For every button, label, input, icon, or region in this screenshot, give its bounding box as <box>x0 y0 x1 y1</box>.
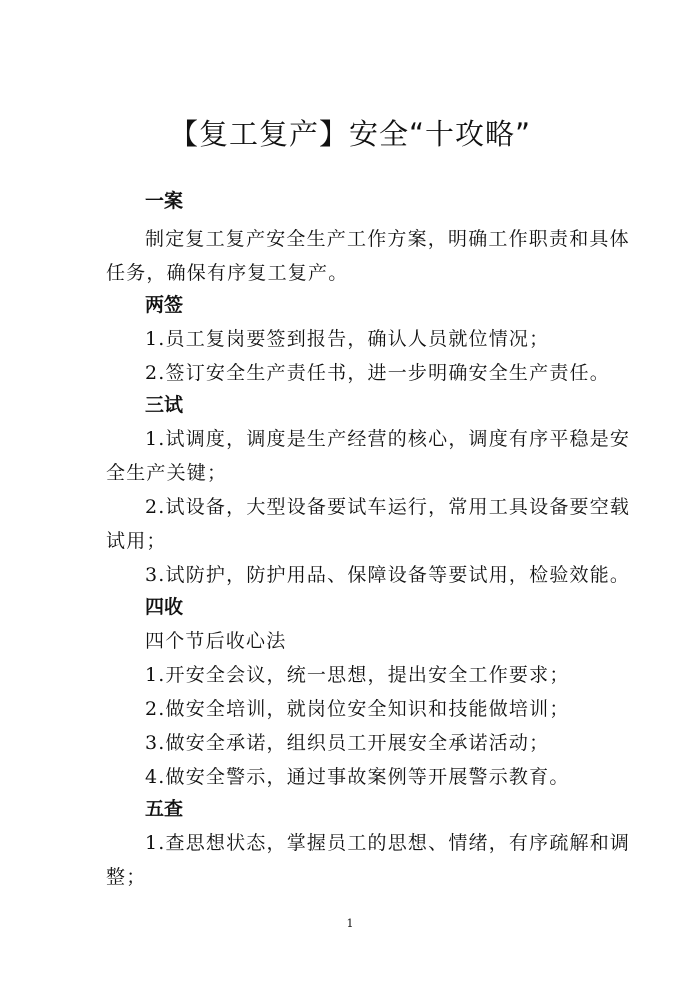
paragraph-line: 1.查思想状态，掌握员工的思想、情绪，有序疏解和调 <box>145 832 631 854</box>
paragraph-line: 3.试防护，防护用品、保障设备等要试用，检验效能。 <box>145 564 631 586</box>
paragraph-line: 四个节后收心法 <box>145 630 287 652</box>
section-heading-4: 四收 <box>145 596 184 618</box>
paragraph-line: 4.做安全警示，通过事故案例等开展警示教育。 <box>145 766 570 788</box>
section-heading-3: 三试 <box>145 394 184 416</box>
paragraph-line: 试用； <box>106 530 167 552</box>
paragraph-line: 整； <box>106 866 147 888</box>
document-title: 【复工复产】安全“十攻略” <box>168 117 532 151</box>
section-heading-5: 五查 <box>145 798 184 820</box>
paragraph-line: 2.做安全培训，就岗位安全知识和技能做培训； <box>145 698 570 720</box>
paragraph-line: 1.试调度，调度是生产经营的核心，调度有序平稳是安 <box>145 428 631 450</box>
paragraph-line: 1.员工复岗要签到报告，确认人员就位情况； <box>145 328 550 350</box>
paragraph-line: 制定复工复产安全生产工作方案，明确工作职责和具体 <box>145 228 630 250</box>
paragraph-line: 全生产关键； <box>106 462 228 484</box>
paragraph-line: 2.试设备，大型设备要试车运行，常用工具设备要空载 <box>145 496 631 518</box>
paragraph-line: 1.开安全会议，统一思想，提出安全工作要求； <box>145 664 570 686</box>
paragraph-line: 任务，确保有序复工复产。 <box>106 262 349 284</box>
section-heading-1: 一案 <box>145 190 184 212</box>
paragraph-line: 2.签订安全生产责任书，进一步明确安全生产责任。 <box>145 362 610 384</box>
paragraph-line: 3.做安全承诺，组织员工开展安全承诺活动； <box>145 732 550 754</box>
section-heading-2: 两签 <box>145 294 184 316</box>
page-number: 1 <box>346 917 354 930</box>
